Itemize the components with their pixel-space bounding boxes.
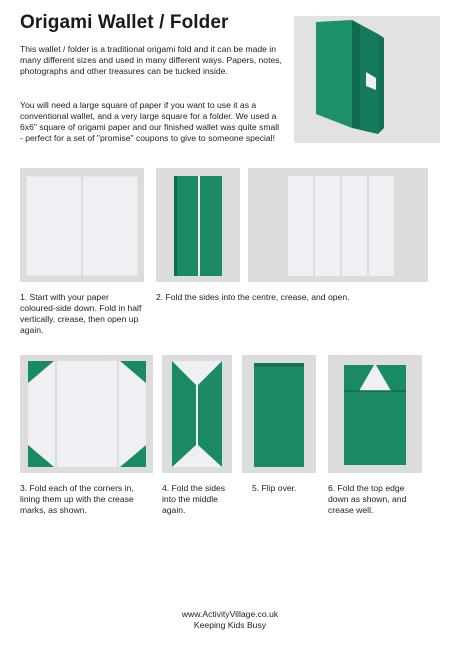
step-4-caption: 4. Fold the sides into the middle again. <box>162 483 226 515</box>
intro-paragraph-2: You will need a large square of paper if you want to use it as a conventional wallet, and a very large square for a folder. We used a 6x6" square of origami paper and our finished wallet was quite small - perfect for a set of "promise" coupons to give to someone special! <box>20 100 280 143</box>
step-4-photo <box>162 355 232 473</box>
step-1-photo <box>20 168 144 282</box>
step-1-caption: 1. Start with your paper coloured-side down. Fold in half vertically, crease, then open up again. <box>20 292 142 335</box>
step-6-caption: 6. Fold the top edge down as shown, and crease well. <box>328 483 407 515</box>
finished-wallet-photo <box>294 16 440 143</box>
step-5-photo <box>242 355 316 473</box>
step-6-photo <box>328 355 422 473</box>
step-3-photo <box>20 355 153 473</box>
intro-paragraph-1: This wallet / folder is a traditional origami fold and it can be made in many different sizes and used in many different ways. Papers, notes, photographs and other treasures can be tucked inside. <box>20 44 282 76</box>
step-2b-photo <box>248 168 428 282</box>
step-5-caption: 5. Flip over. <box>252 483 297 493</box>
footer-site: www.ActivityVillage.co.uk <box>181 609 279 619</box>
step-3-caption: 3. Fold each of the corners in, lining them up with the crease marks, as shown. <box>20 483 134 515</box>
step-2a-photo <box>156 168 240 282</box>
page-title: Origami Wallet / Folder <box>20 12 229 33</box>
step-2-caption: 2. Fold the sides into the centre, crease, and open. <box>156 292 350 302</box>
footer-tagline: Keeping Kids Busy <box>193 620 267 630</box>
